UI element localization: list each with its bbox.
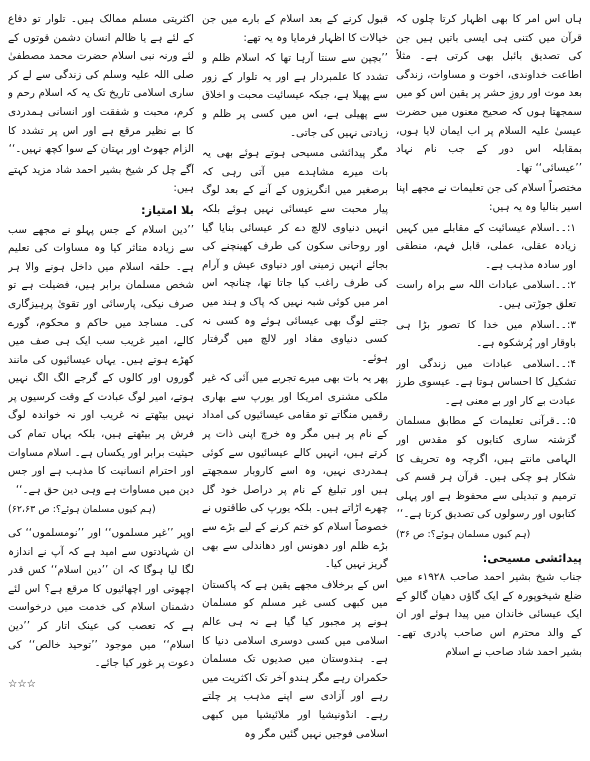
list-item: ۵:۔۔قرآنی تعلیمات کے مطابق مسلمان گزشتہ ساری کتابوں کو مقدس اور الہامی مانتے ہیں، اگرچہ وہ تحریف کا شکار ہو چکی ہیں۔ قرآن ہر قسم کی ترمیم و تبدیلی سے محفوظ ہے اور پہلی کتابوں اور رسولوں کی تصدیق کرتا ہے۔‘‘: [396, 415, 576, 521]
quote-paragraph: ’’بچپن سے سنتا آرہا تھا کہ اسلام ظلم و تشدد کا علمبردار ہے اور یہ تلوار کے زور سے پھیلا ہے، جبکہ عیسائیت محبت و اخلاق سے پھیلی ہے، اس میں کسی پر ظلم و زیادتی نہیں کی جاتی۔: [202, 52, 388, 139]
paragraph: اوپر ’’غیر مسلموں‘‘ اور ’’نومسلموں‘‘ کی ان شہادتوں سے امید ہے کہ آپ نے اندازہ لگا لیا ہوگا کہ ان ’’دین اسلام‘‘ کس قدر اچھوتی اور اچھائیوں کا مرقع ہے؟ اس لئے دشمنان اسلام کی خدمت میں درخواست ہے کہ تعصب کی عینک اتار کر ’’دین اسلام‘‘ میں موجود ’’توحید خالص‘‘ کی دعوت پر غور کیا جائے۔: [8, 527, 194, 670]
quote-paragraph: ’’دین اسلام کے جس پہلو نے مجھے سب سے زیادہ متاثر کیا وہ مساوات کی تعلیم ہے۔ حلقہ اسلام میں داخل ہونے والا ہر شخص مسلمان برابر ہیں، فضیلت ہے تو صرف نیکی، پارسائی اور تقویٰ پرہیزگاری کی۔ مساجد میں حاکم و محکوم، گورے کالے، امیر غریب سب ایک ہی صف میں کھڑے ہوتے ہیں۔ یہاں عیسائیوں کی مانند گوروں اور کالوں کے گرجے الگ الگ نہیں ہوتے، امیر لوگ عبادت کے وقت کرسیوں پر نہیں بیٹھتے نہ غریب اور نہ خواندہ لوگ فرش پر بیٹھتے ہیں، بلکہ یہاں تمام کی حیثیت برابر اور یکساں ہے۔ اسلام مساوات اور احترام انسانیت کا مذہب ہے اور جس دین میں مساوات ہے وہی دین حق ہے۔‘‘: [8, 223, 194, 496]
paragraph: مختصراً اسلام کی جن تعلیمات نے مجھے اپنا اسیر بنالیا وہ یہ ہیں:: [396, 182, 582, 213]
column-left: [8, 10, 194, 753]
citation: (ہم کیوں مسلمان ہوئے؟: ص ۶۲،۶۳): [8, 504, 156, 516]
paragraph: جناب شیخ بشیر احمد صاحب ۱۹۲۸ء میں ضلع شیخوپورہ کے ایک گاؤں دھیان گالو کے ایک عیسائی خاندان میں پیدا ہوئے اور ان کے والد محترم اس صاحب پادری تھے۔ بشیر احمد شاد صاحب نے اسلام: [396, 571, 582, 658]
list-item: ۲:۔۔اسلامی عبادات اللہ سے براہ راست تعلق جوڑتی ہیں۔: [396, 279, 576, 310]
paragraph: قبول کرنے کے بعد اسلام کے بارے میں جن خیالات کا اظہار فرمایا وہ یہ تھے:: [202, 13, 388, 44]
paragraph: آگے چل کر شیخ بشیر احمد شاد مزید کہتے ہیں:: [8, 163, 194, 195]
column-right: [396, 10, 582, 753]
section-heading: بلا امتیاز:: [140, 202, 194, 217]
quote-paragraph: اس کے برخلاف مجھے یقین ہے کہ پاکستان میں کبھی کسی غیر مسلم کو مسلمان ہونے پر مجبور کیا گیا ہے نہ ہی عالم اسلامی میں کسی دوسری اسلامی دنیا کا ہے۔ ہندوستان میں صدیوں تک مسلمان حکمران رہے مگر ہندو آخر تک اکثریت میں رہے اور آزادی سے اپنے مذہب پر چلتے رہے۔ انڈونیشیا اور ملائیشیا میں کبھی اسلامی فوجیں نہیں گئیں مگر وہ: [202, 578, 388, 740]
list-item: ۳:۔۔اسلام میں خدا کا تصور بڑا ہی باوقار اور پُرشکوہ ہے۔: [396, 318, 576, 350]
end-ornament: ☆☆☆: [8, 677, 36, 690]
section-heading: پیدائشی مسیحی:: [482, 550, 582, 565]
citation: (ہم کیوں مسلمان ہوئے؟: ص ۳۶): [396, 529, 531, 541]
paragraph: اکثریتی مسلم ممالک ہیں۔ تلوار تو دفاع کے لئے ہے یا ظالم انسان دشمن قوتوں کے لئے ورنہ نبی اسلام حضرت محمد مصطفیٰ صلی اللہ علیہ وسلم کی زندگی سے لے کر ساری اسلامی تاریخ تک یہ کہ اسلام رحم و کرم، محبت و شفقت اور انسانی ہمدردی کا بے نظیر مرقع ہے اور اس پر تشدد کا الزام جھوٹ اور بہتان کے سوا کچھ نہیں۔‘‘: [8, 13, 194, 156]
column-middle: [202, 10, 388, 753]
quote-paragraph: مگر پیدائشی مسیحی ہوتے ہوئے بھی یہ بات میرے مشاہدے میں آتی رہی کہ برصغیر میں انگریزوں کے آنے کے بعد لوگ پیار محبت سے عیسائی نہیں ہوئے بلکہ انہیں دنیاوی لالچ دے کر عیسائی بنایا گیا اور روحانی سکون کی طرف کھینچنے کی بجائے انہیں زمینی اور دنیاوی عیش و آرام کی طرف راغب کیا جاتا تھا، چنانچہ اس امر میں کوئی شبہ نہیں کہ پاک و ہند میں جتنے لوگ بھی عیسائی ہوئے وہ کسی نہ کسی دنیاوی مفاد اور لالچ میں گرفتار ہوئے۔: [202, 147, 388, 364]
paragraph: ہاں اس امر کا بھی اظہار کرتا چلوں کہ قرآن میں کتنی ہی ایسی باتیں ہیں جن کی تصدیق بائبل بھی کرتی ہے۔ مثلاً اطاعت خداوندی، اخوت و مساوات، زندگی بعد موت اور روزِ حشر پر یقین اس کو میں سمجھتا ہوں کہ صحیح معنوں میں حضرت عیسیٰ علیہ السلام پر اب ایمان لایا ہوں، بمقابلہ اس دور کے جب نام نہاد ’’عیسائی‘‘ تھا۔: [396, 13, 582, 174]
list-item: ۱:۔۔اسلام عیسائیت کے مقابلے میں کہیں زیادہ عقلی، عملی، قابل فہم، منطقی اور سادہ مذہب ہے۔: [396, 221, 576, 271]
list-item: ۴:۔۔اسلامی عبادات میں زندگی اور تشکیل کا احساس ہوتا ہے۔ عیسوی طرز عبادت بے کار اور بے معنی ہے۔: [396, 357, 576, 407]
quote-paragraph: پھر یہ بات بھی میرے تجربے میں آئی کہ غیر ملکی مشنری امریکا اور یورپ سے بھاری رقمیں منگاتے تو مقامی عیسائیوں کی امداد کے نام پر ہیں مگر وہ خرچ اپنی ذات پر کرتے ہیں، انہیں کالے عیسائیوں سے کوئی ہمدردی نہیں، وہ اسے کاروبار سمجھتے ہیں اور تبلیغ کے نام پر دراصل خود گل چھرے اڑاتے ہیں۔ بلکہ یورپ کی طاقتوں نے خصوصاً اسلام کو ختم کرنے کے لیے بڑے سے بڑے ظلم اور دھونس اور دھاندلی سے بھی گریز نہیں کیا۔: [202, 372, 388, 571]
